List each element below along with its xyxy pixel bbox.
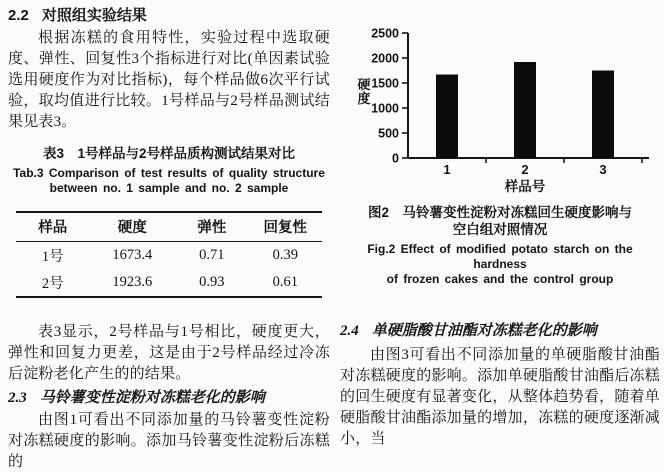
y-tick-label: 500	[378, 126, 399, 141]
col-header-resilience: 回复性	[249, 212, 322, 242]
paragraph-table-discussion: 表3显示，2号样品与1号相比，硬度更大，弹性和回复力更差，这是由于2号样品经过冷冻后淀粉老化产生的的结果。	[8, 324, 330, 382]
paragraph-2-2: 根据冻糕的食用特性，实验过程中选取硬度、弹性、回复性3个指标进行对比(单因素试验选用硬度作为对比指标)，每个样品做6次平行试验，取均值进行比较。1号样品与2号样品测试结果见表3。	[8, 30, 330, 130]
bar-sample-3	[592, 71, 614, 159]
x-tick-label: 3	[599, 162, 607, 177]
x-axis-label: 样品号	[504, 179, 546, 194]
table-3	[16, 211, 322, 298]
cell-hardness: 1923.6	[112, 274, 153, 290]
table-row	[16, 269, 322, 297]
paragraph-2-4: 由图3可看出不同添加量的单硬脂酸甘油酯对冻糕硬度的影响。添加单硬脂酸甘油酯后冻糕的回生硬度有显著变化，从整体趋势看，随着单硬脂酸甘油酯添加量的增加，冻糕的硬度逐渐减小，当	[340, 347, 660, 447]
cell-resilience: 0.39	[272, 247, 298, 263]
y-tick-label: 1000	[371, 101, 399, 116]
cell-sample: 2号	[41, 276, 64, 292]
x-tick-label: 1	[443, 162, 451, 177]
right-column	[340, 0, 660, 450]
figure-2-caption-cn	[340, 204, 660, 238]
section-number: 2.4	[340, 323, 359, 339]
col-header-sample: 样品	[16, 212, 89, 242]
x-tick-label: 2	[521, 162, 529, 177]
figure-2-caption-en-line2: of frozen cakes and the control group	[386, 272, 614, 286]
table-3-caption-en-line1: Tab.3 Comparison of test results of quality structure	[13, 166, 325, 180]
bar-sample-1	[436, 75, 458, 159]
section-title: 对照组实验结果	[41, 7, 147, 24]
figure-2-caption-en	[340, 242, 660, 287]
paragraph-2-3: 由图1可看出不同添加量的马铃薯变性淀粉对冻糕硬度的影响。添加马铃薯变性淀粉后冻糕的	[8, 412, 330, 470]
y-tick-label: 2500	[371, 26, 399, 41]
section-2-2-heading	[8, 6, 330, 26]
section-title: 马铃薯变性淀粉对冻糕老化的影响	[39, 390, 265, 406]
table-header-row	[16, 212, 322, 242]
left-column	[8, 6, 330, 473]
table-row	[16, 242, 322, 270]
figure-2-bar-chart	[340, 10, 660, 202]
col-header-hardness: 硬度	[89, 212, 175, 242]
cell-sample: 1号	[41, 249, 64, 265]
table-3-caption-en	[8, 166, 330, 196]
section-number: 2.3	[8, 390, 27, 406]
bar-sample-2	[514, 62, 536, 158]
section-2-4-heading	[340, 321, 660, 341]
figure-2-caption-cn-line1: 图2 马铃薯变性淀粉对冻糕回生硬度影响与	[367, 205, 632, 220]
figure-2-caption-cn-line2: 空白组对照情况	[452, 222, 548, 237]
cell-elasticity: 0.71	[199, 247, 225, 263]
y-tick-label: 2000	[371, 51, 399, 66]
cell-resilience: 0.61	[272, 274, 298, 290]
figure-2-caption-en-line1: Fig.2 Effect of modified potato starch on the hardness	[367, 242, 633, 271]
cell-hardness: 1673.4	[112, 247, 153, 263]
y-tick-label: 1500	[371, 76, 399, 91]
section-2-3-heading	[8, 388, 330, 408]
section-title: 单硬脂酸甘油酯对冻糕老化的影响	[371, 323, 597, 339]
section-number: 2.2	[8, 7, 29, 24]
y-axis-label: 硬度	[357, 77, 371, 106]
table-3-caption-en-line2: between no. 1 sample and no. 2 sample	[49, 181, 289, 195]
y-tick-label: 0	[392, 151, 399, 166]
cell-elasticity: 0.93	[199, 274, 225, 290]
table-3-caption-cn: 表3 1号样品与2号样品质构测试结果对比	[42, 146, 296, 161]
col-header-elasticity: 弹性	[175, 212, 248, 242]
